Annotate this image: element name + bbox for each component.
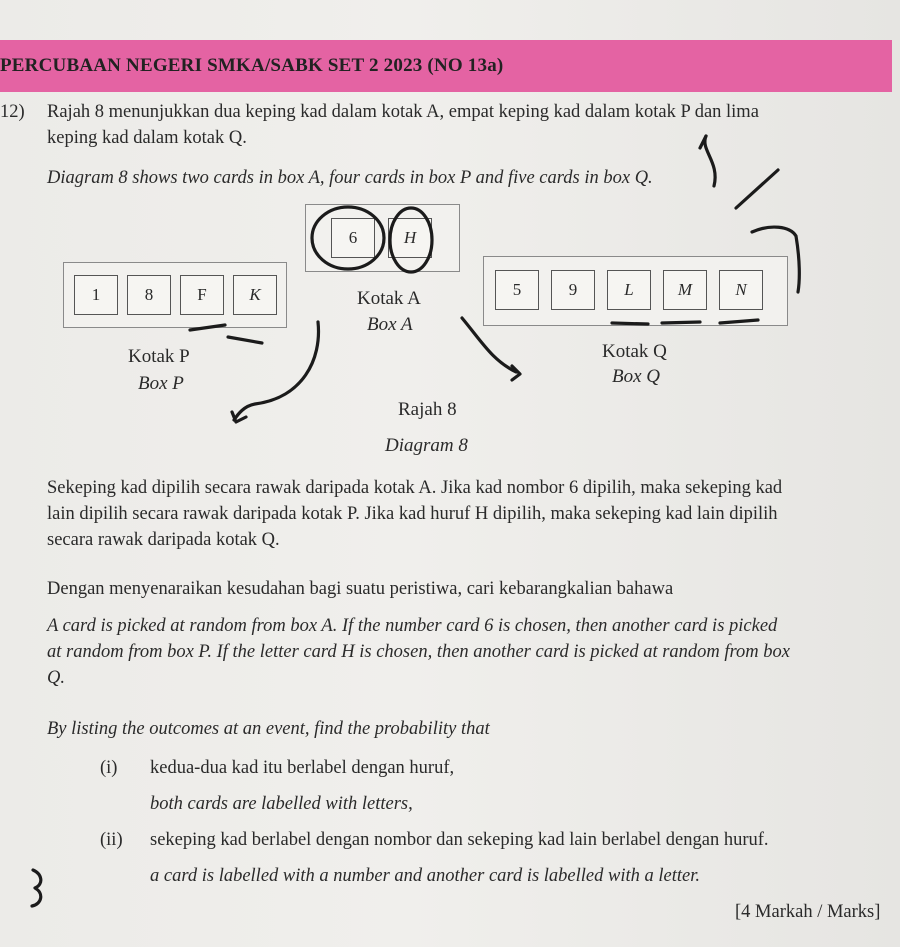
box-p-card-4: K (233, 275, 277, 315)
body-english-line1: A card is picked at random from box A. If the number card 6 is chosen, then another card is picked (47, 616, 778, 636)
intro-malay-line1: Rajah 8 menunjukkan dua keping kad dalam kotak A, empat keping kad dalam kotak P dan lima (47, 102, 759, 122)
box-q-card-4: M (663, 270, 707, 310)
box-q-label-malay: Kotak Q (602, 341, 667, 362)
diagram-caption-english: Diagram 8 (385, 435, 468, 456)
box-a-label-malay: Kotak A (357, 288, 421, 309)
part-ii-english: a card is labelled with a number and another card is labelled with a letter. (150, 866, 700, 886)
box-q-label-english: Box Q (612, 366, 661, 387)
question-number: 12) (0, 102, 25, 122)
box-p-label-english: Box P (138, 373, 184, 394)
body-english-instruction: By listing the outcomes at an event, find the probability that (47, 719, 490, 739)
box-p-card-1: 1 (74, 275, 118, 315)
part-ii-label: (ii) (100, 830, 123, 850)
box-q-card-1: 5 (495, 270, 539, 310)
body-malay-instruction: Dengan menyenaraikan kesudahan bagi suatu peristiwa, cari kebarangkalian bahawa (47, 579, 674, 599)
part-i-malay: kedua-dua kad itu berlabel dengan huruf, (150, 758, 455, 778)
box-a-label-english: Box A (367, 314, 413, 335)
box-a-card-1: 6 (331, 218, 375, 258)
banner-title: PERCUBAAN NEGERI SMKA/SABK SET 2 2023 (NO 13a) (0, 55, 504, 76)
intro-malay-line2: keping kad dalam kotak Q. (47, 128, 247, 148)
body-malay-line2: lain dipilih secara rawak daripada kotak P. Jika kad huruf H dipilih, maka sekeping kad lain dipilih (47, 504, 778, 524)
marks-label: [4 Markah / Marks] (735, 902, 881, 922)
body-english-line3: Q. (47, 668, 65, 688)
box-a (305, 204, 460, 272)
part-i-english: both cards are labelled with letters, (150, 794, 413, 814)
body-malay-line1: Sekeping kad dipilih secara rawak daripada kotak A. Jika kad nombor 6 dipilih, maka sekeping kad (47, 478, 783, 498)
box-p-label-malay: Kotak P (128, 346, 190, 367)
part-ii-malay: sekeping kad berlabel dengan nombor dan sekeping kad lain berlabel dengan huruf. (150, 830, 769, 850)
diagram-caption-malay: Rajah 8 (398, 399, 457, 420)
box-q-card-2: 9 (551, 270, 595, 310)
body-english-line2: at random from box P. If the letter card H is chosen, then another card is picked at random from box (47, 642, 790, 662)
box-q-card-3: L (607, 270, 651, 310)
part-i-label: (i) (100, 758, 118, 778)
intro-english: Diagram 8 shows two cards in box A, four cards in box P and five cards in box Q. (47, 168, 653, 188)
box-a-card-2: H (388, 218, 432, 258)
body-malay-line3: secara rawak daripada kotak Q. (47, 530, 280, 550)
box-p-card-3: F (180, 275, 224, 315)
box-q-card-5: N (719, 270, 763, 310)
box-p-card-2: 8 (127, 275, 171, 315)
